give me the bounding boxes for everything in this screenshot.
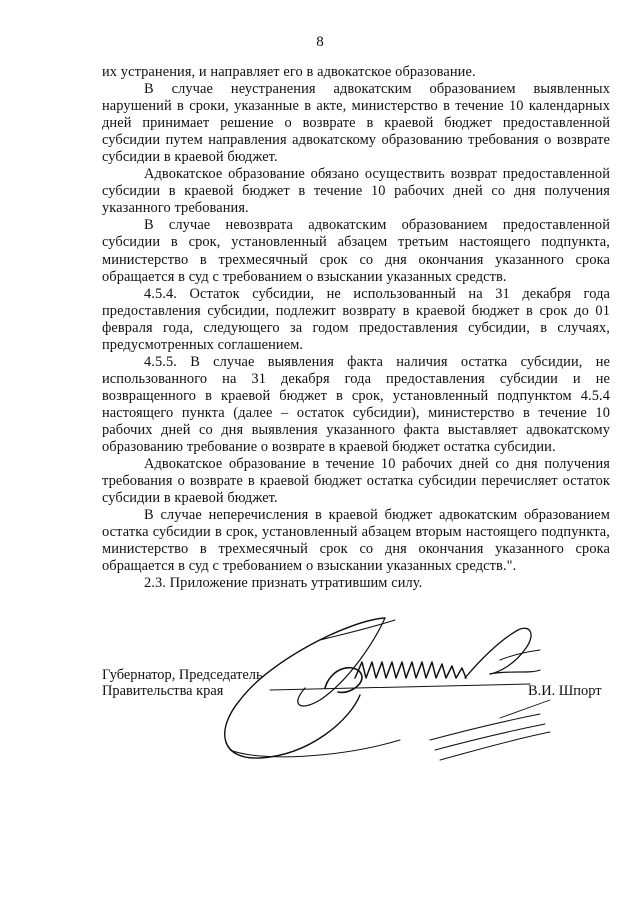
paragraph: В случае невозврата адвокатским образованием предоставленной субсидии в срок, установленный абзацем третьим настоящего подпункта, министерство в трехмесячный срок со дня окончания указанного срока обращается в суд с требованием о взыскании указанных средств.: [102, 217, 610, 285]
paragraph: В случае неустранения адвокатским образованием выявленных нарушений в сроки, указанные в акте, министерство в течение 10 календарных дней принимает решение о возврате в краевой бюджет предоставленной субсидии путем направления адвокатскому образованию требования о возврате субсидии в краевой бюджет.: [102, 81, 610, 166]
paragraph: Адвокатское образование обязано осуществить возврат предоставленной субсидии в краевой бюджет в течение 10 рабочих дней со дня получения указанного требования.: [102, 166, 610, 217]
paragraph: их устранения, и направляет его в адвокатское образование.: [102, 64, 476, 80]
signatory-title-line1: Губернатор, Председатель: [102, 667, 263, 683]
paragraph: 4.5.4. Остаток субсидии, не использованный на 31 декабря года предоставления субсидии, подлежит возврату в краевой бюджет в срок до 01 февраля года, следующего за годом предоставления субсидии, в случаях, предусмотренных соглашением.: [102, 285, 610, 353]
signatory-title-line2: Правительства края: [102, 683, 224, 699]
paragraph: 2.3. Приложение признать утратившим силу.: [144, 575, 423, 592]
signatory-name: В.И. Шпорт: [528, 683, 602, 699]
paragraph: Адвокатское образование в течение 10 рабочих дней со дня получения требования о возврате в краевой бюджет остатка субсидии перечисляет остаток субсидии в краевой бюджет.: [102, 456, 610, 507]
paragraph: В случае неперечисления в краевой бюджет адвокатским образованием остатка субсидии в срок, установленный абзацем вторым настоящего подпункта, министерство в трехмесячный срок со дня окончания указанного срока обращается в суд с требованием о взыскании указанных средств.".: [102, 507, 610, 575]
paragraph: 4.5.5. В случае выявления факта наличия остатка субсидии, не использованного на 31 декабря года предоставления субсидии и не возвращенного в краевой бюджет в срок, установленный подпунктом 4.5.4 настоящего пункта (далее – остаток субсидии), министерство в течение 10 рабочих дней со дня выявления указанного факта выставляет адвокатскому образованию требование о возврате в краевой бюджет остатка субсидии.: [102, 353, 610, 456]
document-body: [102, 64, 610, 592]
page-number: 8: [316, 34, 324, 50]
handwritten-signature: [200, 600, 560, 770]
